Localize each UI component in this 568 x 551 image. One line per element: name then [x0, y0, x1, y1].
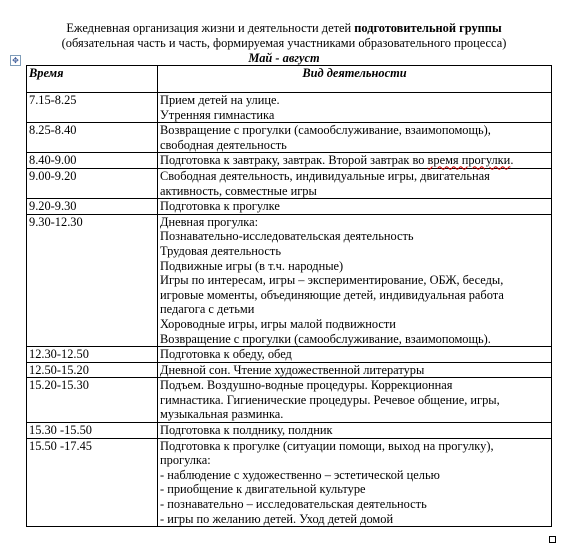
activity-cell [158, 362, 552, 378]
time-cell: 8.25-8.40 [27, 123, 158, 153]
activity-line: прогулка: [160, 453, 211, 468]
table-row [27, 93, 552, 123]
activity-line: Игры по интересам, игры – экспериментирование, ОБЖ, беседы, [160, 273, 504, 288]
time-cell: 7.15-8.25 [27, 93, 158, 123]
time-cell: 12.50-15.20 [27, 362, 158, 378]
spellcheck-flagged-text: время прогулки [427, 153, 511, 168]
activity-line: Подготовка к завтраку, завтрак. Второй завтрак во время прогулки. [160, 153, 514, 168]
activity-line: активность, совместные игры [160, 183, 317, 198]
table-resize-handle[interactable] [549, 536, 556, 543]
time-cell: 9.30-12.30 [27, 214, 158, 346]
activity-cell [158, 214, 552, 346]
time-cell: 15.30 -15.50 [27, 423, 158, 439]
column-header-time: Время [27, 66, 158, 93]
activity-line: свободная деятельность [160, 137, 287, 152]
table-header-row [27, 66, 552, 93]
document-title: Ежедневная организация жизни и деятельности детей подготовительной группы [66, 21, 502, 35]
table-row [27, 347, 552, 363]
activity-line: музыкальная разминка. [160, 407, 284, 422]
table-row [27, 362, 552, 378]
activity-line: - познавательно – исследовательская деятельность [160, 497, 427, 512]
column-header-activity: Вид деятельности [158, 66, 552, 93]
activity-line: Подготовка к прогулке (ситуации помощи, выход на прогулку), [160, 438, 494, 453]
activity-line: педагога с детьми [160, 302, 255, 317]
activity-line: Хороводные игры, игры малой подвижности [160, 316, 396, 331]
activity-line: игровые моменты, объединяющие детей, индивидуальная работа [160, 287, 504, 302]
table-row [27, 168, 552, 198]
activity-cell [158, 438, 552, 527]
activity-line: Утренняя гимнастика [160, 107, 275, 122]
activity-line: Дневная прогулка: [160, 214, 259, 229]
activity-line: Подготовка к полднику, полдник [160, 423, 333, 438]
activity-cell [158, 423, 552, 439]
table-move-handle-icon[interactable]: ✥ [10, 55, 21, 66]
time-cell: 9.20-9.30 [27, 199, 158, 215]
activity-cell [158, 347, 552, 363]
title-bold-part: подготовительной группы [354, 21, 502, 35]
period-label: Май - август [248, 51, 320, 65]
activity-line: Подготовка к обеду, обед [160, 347, 292, 362]
activity-line: Подвижные игры (в т.ч. народные) [160, 258, 344, 273]
activity-cell [158, 123, 552, 153]
activity-line: Трудовая деятельность [160, 243, 281, 258]
activity-line: Возвращение с прогулки (самообслуживание, взаимопомощь). [160, 331, 491, 346]
time-cell: 8.40-9.00 [27, 153, 158, 169]
activity-line: Подготовка к прогулке [160, 199, 280, 214]
time-cell: 15.20-15.30 [27, 378, 158, 423]
activity-cell [158, 153, 552, 169]
table-row [27, 123, 552, 153]
activity-cell [158, 199, 552, 215]
table-row [27, 153, 552, 169]
activity-line: - приобщение к двигательной культуре [160, 482, 366, 497]
activity-line: Возвращение с прогулки (самообслуживание, взаимопомощь), [160, 123, 491, 138]
table-row [27, 423, 552, 439]
table-row [27, 438, 552, 527]
activity-line: Подъем. Воздушно-водные процедуры. Коррекционная [160, 378, 453, 393]
activity-line: Свободная деятельность, индивидуальные игры, двигательная [160, 168, 490, 183]
activity-cell [158, 378, 552, 423]
table-row [27, 199, 552, 215]
activity-line: Прием детей на улице. [160, 93, 280, 107]
activity-line: гимнастика. Гигиенические процедуры. Речевое общение, игры, [160, 392, 500, 407]
table-row [27, 214, 552, 346]
time-cell: 12.30-12.50 [27, 347, 158, 363]
document-subtitle: (обязательная часть и часть, формируемая участниками образовательного процесса) [61, 36, 507, 50]
activity-cell [158, 93, 552, 123]
time-cell: 9.00-9.20 [27, 168, 158, 198]
activity-line: - наблюдение с художественно – эстетической целью [160, 467, 440, 482]
activity-line: Познавательно-исследовательская деятельность [160, 229, 414, 244]
table-row [27, 378, 552, 423]
activity-line: - игры по желанию детей. Уход детей домой [160, 511, 394, 526]
time-cell: 15.50 -17.45 [27, 438, 158, 527]
activity-cell [158, 168, 552, 198]
schedule-table [26, 65, 552, 527]
activity-line: Дневной сон. Чтение художественной литературы [160, 362, 425, 377]
